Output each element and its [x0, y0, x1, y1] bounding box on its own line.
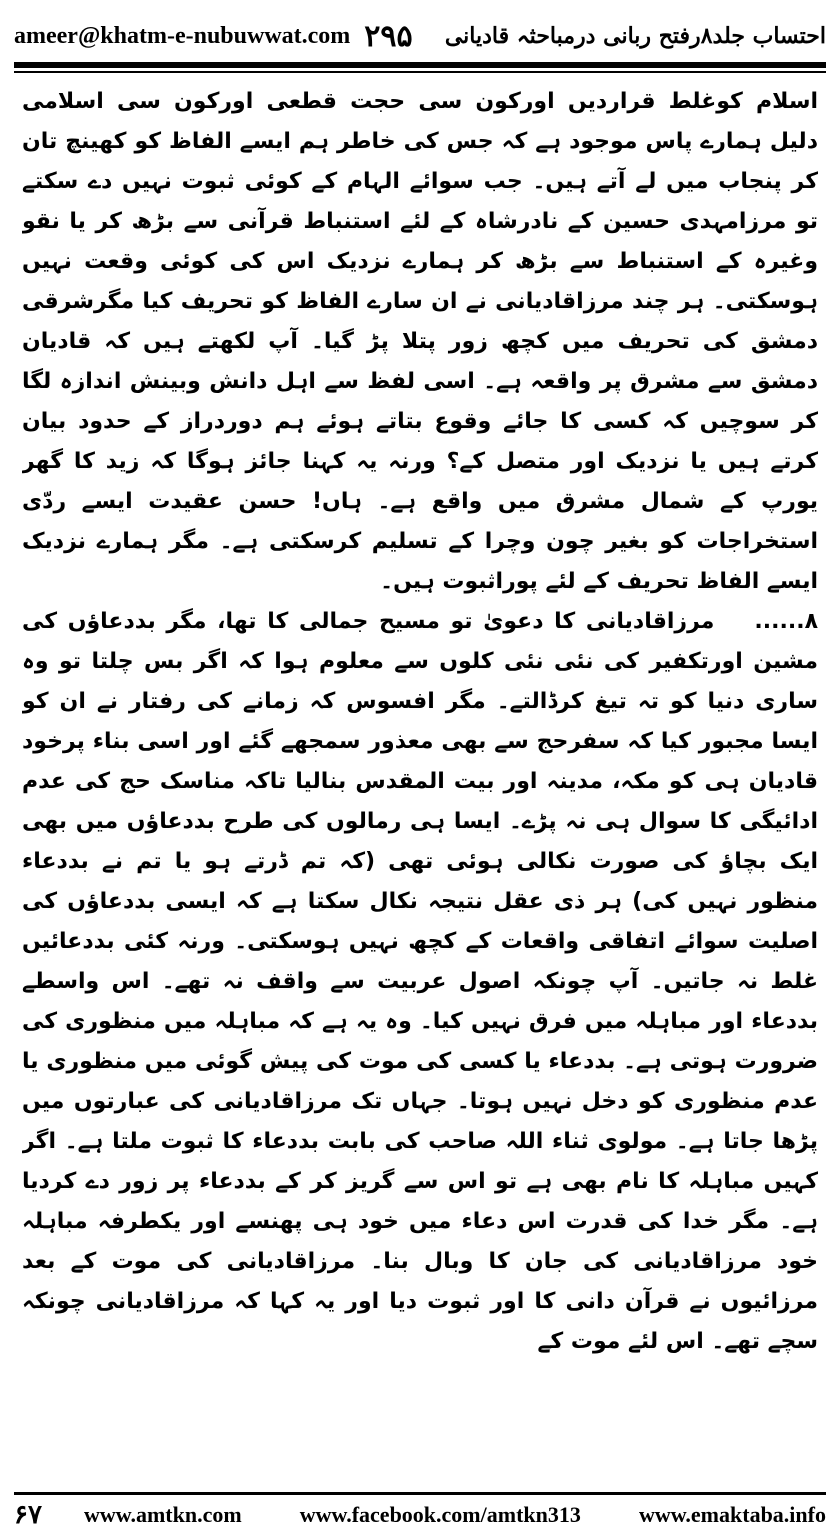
body-text [22, 82, 818, 1452]
footer-link-amtkn[interactable]: www.amtkn.com [84, 1502, 242, 1527]
header-left [14, 19, 413, 54]
header-rule-thin [14, 71, 826, 73]
paragraph-2 [22, 602, 818, 1362]
header-page-number: ۲۹۵ [364, 18, 413, 54]
paragraph-2-number: ۸...... [754, 609, 818, 634]
page-footer [14, 1497, 826, 1533]
running-title: احتساب جلد۸رفتح ربانی درمباحثہ قادیانی [444, 23, 826, 49]
paragraph-2-text: مرزاقادیانی کا دعویٰ تو مسیح جمالی کا تھا، مگر بددعاؤں کی مشین اورتکفیر کی نئی نئی کلوں سے معلوم ہوا کہ اگر بس چلتا تو وہ ساری دنیا کو تہ تیغ کرڈالتے۔ مگر افسوس کہ زمانے کی رفتار نے ان کو ایسا مجبور کیا کہ سفرحج سے بھی معذور سمجھے گئے اور اسی بناء پرخود قادیان ہی کو مکہ، مدینہ اور بیت المقدس بنالیا تاکہ مناسک حج کی عدم ادائیگی کا سوال ہی نہ پڑے۔ ایسا ہی رمالوں کی طرح بددعاؤں میں بھی ایک بچاؤ کی صورت نکالی ہوئی تھی (کہ تم ڈرتے ہو یا تم نے بددعاء منظور نہیں کی) ہر ذی عقل نتیجہ نکال سکتا ہے کہ ایسی بددعاؤں کی اصلیت سوائے اتفاقی واقعات کے کچھ نہیں ہوسکتی۔ ورنہ کئی بددعائیں غلط نہ جاتیں۔ آپ چونکہ اصول عربیت سے واقف نہ تھے۔ اس واسطے بددعاء اور مباہلہ میں فرق نہیں کیا۔ وہ یہ ہے کہ مباہلہ میں منظوری کی ضرورت ہوتی ہے۔ بددعاء یا کسی کی موت کی پیش گوئی میں منظوری یا عدم منظوری کو دخل نہیں ہوتا۔ جہاں تک مرزاقادیانی کی عبارتوں میں پڑھا جاتا ہے۔ مولوی ثناء اللہ صاحب کی بابت بددعاء کا ثبوت ملتا ہے۔ اگر کہیں مباہلہ کا نام بھی ہے تو اس سے گریز کر کے بددعاء پر زور دے کردیا ہے۔ مگر خدا کی قدرت اس دعاء میں خود ہی پھنسے اور یکطرفہ مباہلہ خود مرزاقادیانی کی جان کا وبال بنا۔ مرزاقادیانی کی موت کے بعد مرزائیوں نے قرآن دانی کا اور ثبوت دیا اور یہ کہا کہ مرزاقادیانی چونکہ سچے تھے۔ اس لئے موت کے [22, 609, 818, 1354]
footer-link-emaktaba[interactable]: www.emaktaba.info [638, 1502, 826, 1527]
page-header [14, 14, 826, 58]
footer-page-number: ۶۷ [14, 1500, 42, 1530]
footer-links [84, 1502, 826, 1528]
footer-rule [14, 1492, 826, 1495]
header-email[interactable]: ameer@khatm-e-nubuwwat.com [14, 22, 351, 49]
footer-link-facebook[interactable]: www.facebook.com/amtkn313 [299, 1502, 581, 1527]
paragraph-1: اسلام کوغلط قراردیں اورکون سی حجت قطعی اورکون سی اسلامی دلیل ہمارے پاس موجود ہے کہ جس کی خاطر ہم ایسے الفاظ کو کھینچ تان کر پنجاب میں لے آتے ہیں۔ جب سوائے الہام کے کوئی ثبوت نہیں دے سکتے تو مرزامہدی حسین کے نادرشاہ کے لئے استنباط قرآنی سے بڑھ کر یا نقو وغیرہ کے استنباط سے بڑھ کر ہمارے نزدیک اس کی کوئی وقعت نہیں ہوسکتی۔ ہر چند مرزاقادیانی نے ان سارے الفاظ کو تحریف کیا مگرشرقی دمشق کی تحریف میں کچھ زور پتلا پڑ گیا۔ آپ لکھتے ہیں کہ قادیان دمشق سے مشرق پر واقعہ ہے۔ اسی لفظ سے اہل دانش وبینش اندازہ لگا کر سوچیں کہ کسی کا جائے وقوع بتاتے ہوئے ہم دوردراز کے حدود بیان کرتے ہیں یا نزدیک اور متصل کے؟ ورنہ یہ کہنا جائز ہوگا کہ زید کا گھر یورپ کے شمال مشرق میں واقع ہے۔ ہاں! حسن عقیدت ایسے ردّی استخراجات کو بغیر چون وچرا کے تسلیم کرسکتی ہے۔ مگر ہمارے نزدیک ایسے الفاظ تحریف کے لئے پوراثبوت ہیں۔ [22, 89, 818, 594]
header-rule-thick [14, 62, 826, 68]
